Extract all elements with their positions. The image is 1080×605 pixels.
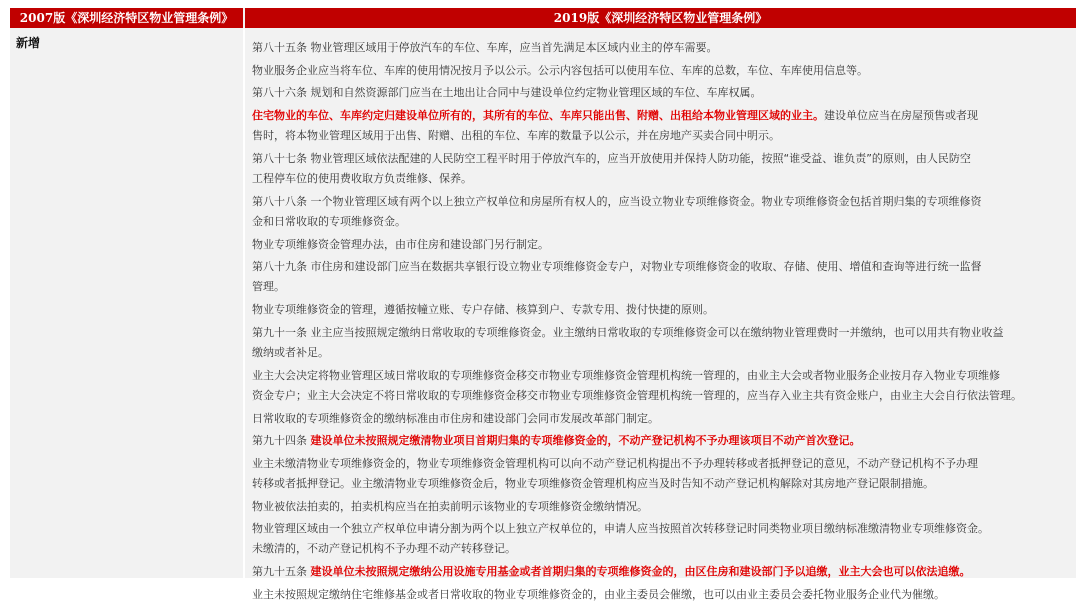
paragraph-line: 业主未缴清物业专项维修资金的，物业专项维修资金管理机构可以向不动产登记机构提出不予办理转移或者抵押登记的意见，不动产登记机构不予办理 — [252, 456, 978, 470]
paragraph-line: 第九十一条 业主应当按照规定缴纳日常收取的专项维修资金。业主缴纳日常收取的专项维修资金可以在缴纳物业管理费时一并缴纳，也可以用共有物业收益 — [252, 325, 1004, 339]
article-number: 第九十五条 — [252, 565, 311, 578]
paragraph-line: 资金专户；业主大会决定不将日常收取的专项维修资金移交市物业专项维修资金管理机构统一管理的，应当存入业主共有资金账户，由业主大会自行依法管理。 — [252, 388, 1022, 402]
article-paragraph — [252, 257, 1074, 297]
paragraph-line: 物业专项维修资金管理办法，由市住房和建设部门另行制定。 — [252, 237, 549, 251]
highlighted-clause: 住宅物业的车位、车库约定归建设单位所有的，其所有的车位、车库只能出售、附赠、出租给本物业管理区域的业主。 — [252, 108, 824, 122]
paragraph-line: 管理。 — [252, 280, 285, 293]
paragraph-line: 未缴清的，不动产登记机构不予办理不动产转移登记。 — [252, 542, 516, 555]
article-paragraph — [252, 300, 1074, 320]
article-paragraph — [252, 497, 1074, 517]
article-paragraph — [252, 106, 1074, 146]
article-number: 第九十四条 — [252, 434, 311, 447]
article-paragraph — [252, 409, 1074, 429]
paragraph-line: 第八十七条 物业管理区域依法配建的人民防空工程平时用于停放汽车的，应当开放使用并保持人防功能，按照“谁受益、谁负责”的原则，由人民防空 — [252, 151, 971, 165]
header-2007-title: 2007版《深圳经济特区物业管理条例》 — [10, 8, 243, 28]
article-paragraph — [252, 323, 1074, 363]
article-paragraph — [252, 83, 1074, 103]
paragraph-line: 业主未按照规定缴纳住宅维修基金或者日常收取的物业专项维修资金的，由业主委员会催缴，也可以由业主委员会委托物业服务企业代为催缴。 — [252, 587, 945, 601]
paragraph-line: 缴纳或者补足。 — [252, 345, 329, 359]
article-paragraph — [252, 454, 1074, 494]
column-2007 — [10, 30, 243, 578]
article-paragraph — [252, 149, 1074, 189]
paragraph-line: 工程停车位的使用费收取方负责维修、保养。 — [252, 171, 472, 185]
comparison-table — [10, 8, 1076, 601]
article-paragraph — [252, 366, 1074, 406]
highlighted-clause: 建设单位未按照规定缴纳公用设施专用基金或者首期归集的专项维修资金的，由区住房和建设部门予以追缴，业主大会也可以依法追缴。 — [310, 565, 971, 578]
paragraph-line: 第八十八条 一个物业管理区域有两个以上独立产权单位和房屋所有权人的，应当设立物业专项维修资金。物业专项维修资金包括首期归集的专项维修资 — [252, 194, 982, 208]
paragraph-line: 业主大会决定将物业管理区域日常收取的专项维修资金移交市物业专项维修资金管理机构统一管理的，由业主大会或者物业服务企业按月存入物业专项维修 — [252, 368, 1000, 382]
highlighted-clause: 建设单位未按照规定缴清物业项目首期归集的专项维修资金的，不动产登记机构不予办理该项目不动产首次登记。 — [310, 434, 861, 447]
article-paragraph — [252, 562, 1074, 582]
paragraph-line: 日常收取的专项维修资金的缴纳标准由市住房和建设部门会同市发展改革部门制定。 — [252, 411, 659, 425]
paragraph-line: 物业服务企业应当将车位、车库的使用情况按月予以公示。公示内容包括可以使用车位、车库的总数，车位、车库使用信息等。 — [252, 63, 868, 77]
paragraph-line: 第八十九条 市住房和建设部门应当在数据共享银行设立物业专项维修资金专户，对物业专项维修资金的收取、存储、使用、增值和查询等进行统一监督 — [252, 260, 982, 273]
article-paragraph — [252, 61, 1074, 81]
paragraph-line: 转移或者抵押登记。业主缴清物业专项维修资金后，物业专项维修资金管理机构应当及时告知不动产登记机构解除对其房地产登记限制措施。 — [252, 476, 934, 490]
paragraph-line: 第八十五条 物业管理区域用于停放汽车的车位、车库，应当首先满足本区域内业主的停车需要。 — [252, 41, 718, 54]
paragraph-line: 物业管理区域由一个独立产权单位申请分割为两个以上独立产权单位的，申请人应当按照首次转移登记时同类物业项目缴纳标准缴清物业专项维修资金。 — [252, 522, 989, 535]
paragraph-line: 金和日常收取的专项维修资金。 — [252, 214, 406, 228]
article-paragraph — [252, 519, 1074, 559]
paragraph-line: 第八十六条 规划和自然资源部门应当在土地出让合同中与建设单位约定物业管理区域的车位、车库权属。 — [252, 86, 762, 99]
paragraph-line: 售时，将本物业管理区域用于出售、附赠、出租的车位、车库的数量予以公示，并在房地产买卖合同中明示。 — [252, 128, 780, 142]
paragraph-line: 物业专项维修资金的管理，遵循按幢立账、专户存储、核算到户、专款专用、拨付快捷的原则。 — [252, 303, 714, 316]
header-2019-title: 2019版《深圳经济特区物业管理条例》 — [245, 8, 1076, 28]
article-paragraph — [252, 431, 1074, 451]
column-2019 — [245, 30, 1076, 601]
article-paragraph — [252, 38, 1074, 58]
article-paragraph — [252, 235, 1074, 255]
new-tag: 新增 — [16, 36, 41, 50]
paragraph-line: 物业被依法拍卖的，拍卖机构应当在拍卖前明示该物业的专项维修资金缴纳情况。 — [252, 499, 648, 513]
article-paragraph — [252, 192, 1074, 232]
paragraph-text: 建设单位应当在房屋预售或者现 — [824, 108, 978, 122]
article-paragraph — [252, 585, 1074, 605]
